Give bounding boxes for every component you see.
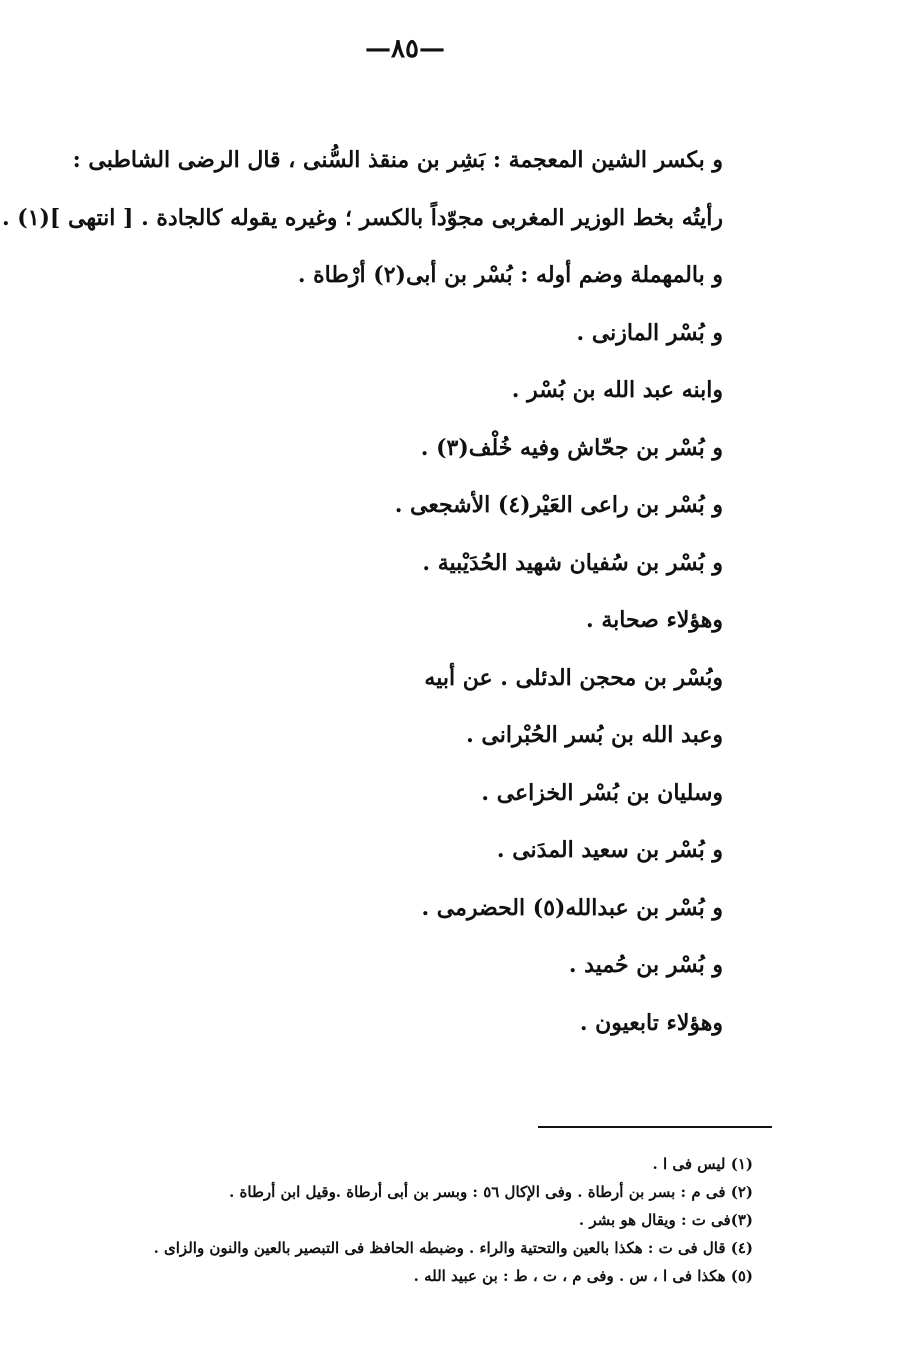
main-text [1,140,723,1060]
footnotes [113,1152,753,1292]
text-line: وهؤلاء صحابة . [586,607,723,633]
footnote: (٤) قال فى ت : هكذا بالعين والتحتية والراء . وضبطه الحافظ فى التبصير بالعين والنون والزاى . [153,1239,753,1257]
page-number: —٨٥— [365,34,445,64]
text-line: و بُسْر بن راعى العَيْر(٤) الأشجعى . [394,492,723,518]
text-line: رأيتُه بخط الوزير المغربى مجوّداً بالكسر ؛ وغيره يقوله كالجادة . [ انتهى ](١) . [1,204,723,231]
text-line: و بالمهملة وضم أوله : بُسْر بن أبى(٢) أرْطاة . [297,262,723,288]
text-line: وهؤلاء تابعيون . [579,1009,723,1036]
text-line: وبُسْر بن محجن الدئلى . عن أبيه [424,664,723,691]
text-line: و بُسْر بن سعيد المدَنى . [496,837,723,863]
footnote: (٢) فى م : بسر بن أرطاة . وفى الإكال ٥٦ : وبسر بن أبى أرطاة .وقيل ابن أرطاة . [229,1183,753,1201]
text-line: و بُسْر بن جحّاش وفيه خُلْف(٣) . [420,434,723,461]
text-line: وابنه عبد الله بن بُسْر . [511,377,723,403]
text-line: وسليان بن بُسْر الخزاعى . [481,779,723,806]
footnote: (١) ليس فى ا . [652,1155,753,1173]
text-line: و بُسْر بن حُميد . [568,952,723,978]
text-line: وعبد الله بن بُسر الحُبْرانى . [466,722,723,748]
footnote: (٣)فى ت : ويقال هو بشر . [578,1211,753,1229]
text-line: و بُسْر بن عبدالله(٥) الحضرمى . [421,894,723,921]
footnote: (٥) هكذا فى ا ، س . وفى م ، ت ، ط : بن عبيد الله . [413,1267,753,1285]
text-line: و بُسْر المازنى . [576,319,723,346]
footnote-divider [538,1126,772,1128]
text-line: و بُسْر بن سُفيان شهيد الحُدَيْبية . [422,549,723,576]
text-line: و بكسر الشين المعجمة : بَشِر بن منقذ السُّنى ، قال الرضى الشاطبى : [72,147,723,173]
